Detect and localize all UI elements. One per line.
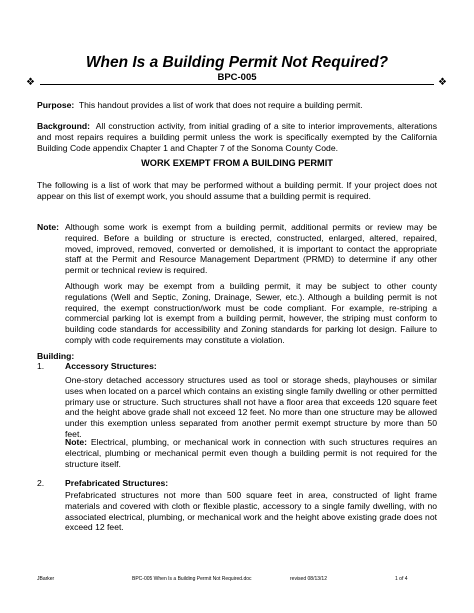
item-note (65, 437, 437, 469)
note-paragraph-1: Although some work is exempt from a building permit, additional permits or review may be required. Before a building or structure is erected, constructed, enlarged, altered, repaired, moved, improved, removed, converted or demolished, it is important to contact the appropriate staff at the Permit and Resource Management Department (PRMD) to determine if any other permit or technical review is required. (65, 222, 437, 276)
background-paragraph (37, 121, 437, 153)
note-label: Note: (37, 222, 59, 232)
item-heading: Prefabricated Structures: (65, 478, 169, 488)
building-label: Building: (37, 351, 75, 361)
item-note-text: Electrical, plumbing, or mechanical work in connection with such structures requires an electrical, plumbing or mechanical permit even though a building permit is not required for the structure itself. (65, 437, 437, 469)
document-title: When Is a Building Permit Not Required? (85, 54, 389, 71)
item-text: One-story detached accessory structures used as tool or storage sheds, playhouses or similar uses when located on a parcel which contains an existing single family dwelling or other permitted primary use or structure. Such structures shall not have a floor area that exceeds 120 square feet and the height above grade shall not exceed 12 feet. No more than one structure may be allowed under this exemption unless separated from another permit exempt structure by more than 50 feet. (65, 375, 437, 439)
background-text: All construction activity, from initial grading of a site to interior improvements, alterations and most repairs requires a building permit unless the work is specifically exempted by the California Building Code appendix Chapter 1 and Chapter 7 of the Sonoma County Code. (37, 121, 437, 153)
purpose-label: Purpose: (37, 100, 75, 110)
footer-author: JBarker (37, 576, 55, 582)
purpose-paragraph (37, 100, 437, 111)
footer-page-number: 1 of 4 (395, 576, 408, 582)
footer-revised: revised 08/13/12 (290, 576, 327, 582)
ornament-right-icon: ❖ (438, 77, 447, 88)
item-text: Prefabricated structures not more than 500 square feet in area, constructed of light frame materials and covered with cloth or flexible plastic, accessory to a single family dwelling, with no associated electrical, plumbing, or mechanical work and the height above existing grade does not exceed 12 feet. (65, 490, 437, 533)
item-number: 1. (37, 361, 45, 371)
purpose-text: This handout provides a list of work that does not require a building permit. (78, 100, 363, 110)
item-number: 2. (37, 478, 45, 488)
intro-paragraph: The following is a list of work that may be performed without a building permit. If your project does not appear on this list of exempt work, you should assume that a building permit is required. (37, 180, 437, 201)
item-heading: Accessory Structures: (65, 361, 157, 371)
note-paragraph-2: Although work may be exempt from a building permit, it may be subject to other county regulations (Well and Septic, Zoning, Drainage, Sewer, etc.). Although a building permit is not required, the exempt construction/work must be code compliant. For example, re-striping a commercial parking lot is exempt from a building permit, however, the striping must conform to building code standards for accessibility and Zoning standards for parking lot design. Failure to comply with code requirements may constitute a violation. (65, 281, 437, 345)
footer-filename: BPC-005 When Is a Building Permit Not Required.doc (132, 576, 252, 582)
background-label: Background: (37, 121, 90, 131)
section-heading: WORK EXEMPT FROM A BUILDING PERMIT (141, 158, 333, 168)
document-code: BPC-005 (217, 72, 257, 83)
header-rule (40, 84, 434, 85)
item-note-label: Note: (65, 437, 87, 447)
ornament-left-icon: ❖ (26, 77, 35, 88)
